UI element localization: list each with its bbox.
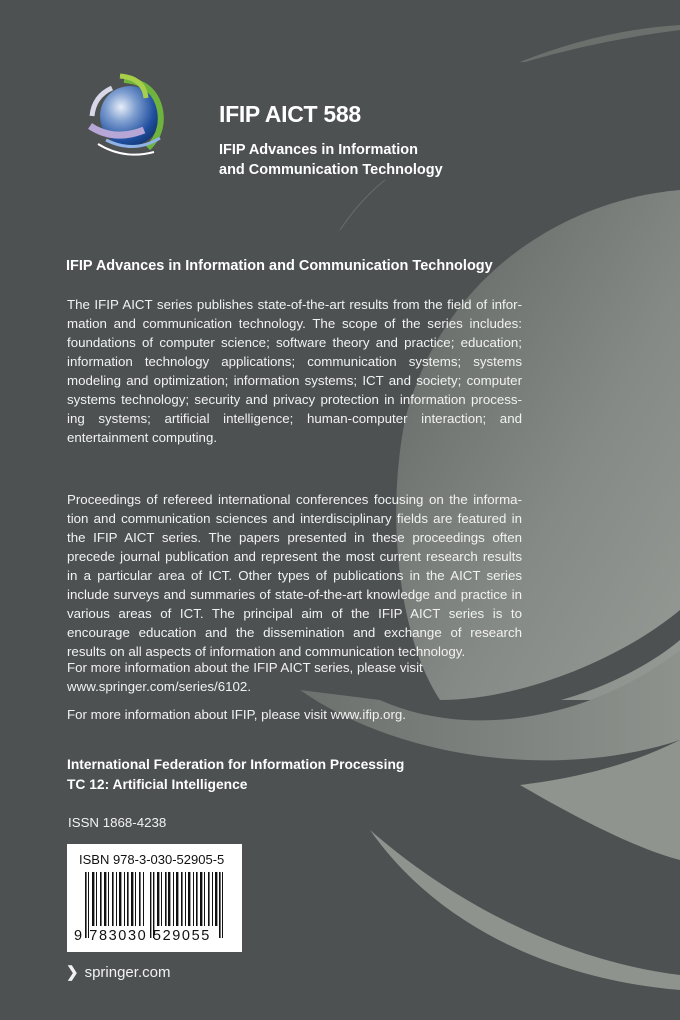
description-paragraph-2: Proceedings of refereed international conferences focusing on the information and communication sciences and interdisciplinary fields are featured in the IFIP AICT series. The papers presented in these proceedings often precede journal publication and represent the most current research results in a particular area of ICT. Other types of publications in the AICT series include surveys and summaries of state-of-the-art knowledge and practice in various areas of ICT. The principal aim of the IFIP AICT series is to encourage education and the dissemination and exchange of research results on all aspects of information and communication technology. [67,492,522,659]
publisher-link[interactable] [66,963,170,981]
issn: ISSN 1868-4238 [68,815,167,830]
series-info [67,658,423,696]
section-title: IFIP Advances in Information and Communication Technology [66,258,493,274]
chevron-right-icon: ❯ [66,964,79,981]
isbn-barcode-box [67,844,242,952]
federation-block [67,755,404,795]
barcode-digits: 9 783030 529055 [74,928,211,944]
series-name [219,140,443,180]
series-info-text: For more information about the IFIP AICT series, please visit [67,660,423,675]
description-paragraph-1: The IFIP AICT series publishes state-of-the-art results from the field of information and communication technology. The scope of the series includes: foundations of computer science; software theory and practice; education; information technology applications; communication systems; systems modeling and optimization; information systems; ICT and society; computer systems technology; security and privacy protection in information processing systems; artificial intelligence; human-computer interaction; and entertainment computing. [67,297,522,445]
series-name-line2: and Communication Technology [219,162,443,178]
series-number: IFIP AICT 588 [219,101,361,127]
isbn-label: ISBN 978-3-030-52905-5 [79,852,225,867]
ifip-globe-logo-icon [84,70,174,160]
technical-committee: TC 12: Artificial Intelligence [67,777,248,792]
series-name-line1: IFIP Advances in Information [219,142,419,158]
publisher-url[interactable]: springer.com [84,964,171,981]
series-info-url[interactable]: www.springer.com/series/6102. [67,679,252,694]
ifip-info: For more information about IFIP, please visit www.ifip.org. [67,707,406,722]
federation-name: International Federation for Information Processing [67,757,405,772]
